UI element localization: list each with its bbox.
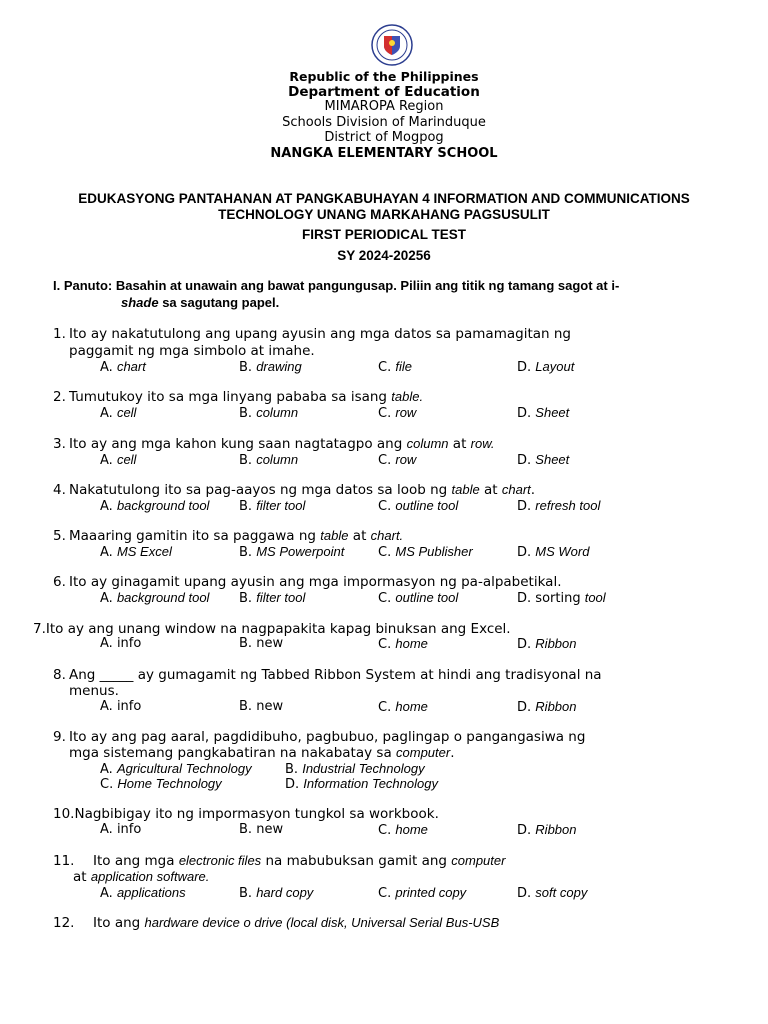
questions-10-it-text: electronic files bbox=[178, 853, 262, 868]
questions-10-options-2-l-text: C. bbox=[378, 886, 392, 901]
text-line bbox=[378, 498, 458, 514]
questions-6-options-2-t-text: home bbox=[395, 636, 428, 651]
text-line bbox=[33, 621, 511, 637]
questions-3-num-text: 4. bbox=[53, 482, 66, 498]
questions-6-options-1-l-text: B. bbox=[239, 636, 253, 651]
text-line bbox=[100, 822, 141, 837]
questions-2-num-text: 3. bbox=[53, 436, 66, 452]
questions-3-options-1-l-text: B. bbox=[239, 499, 253, 514]
questions-5-num-text: 6. bbox=[53, 574, 66, 590]
questions-10-options-0-t-text: applications bbox=[116, 885, 186, 900]
questions-9-options-1-t-text: new bbox=[256, 822, 284, 837]
text-line bbox=[378, 590, 458, 606]
text-line bbox=[239, 636, 283, 651]
text-line bbox=[93, 853, 505, 869]
questions-8-options-1-t-text: Industrial Technology bbox=[302, 761, 425, 776]
header-region: MIMAROPA Region bbox=[324, 99, 444, 114]
text-line bbox=[239, 544, 344, 560]
questions-0-num-text: 1. bbox=[53, 326, 66, 342]
questions-2-options-2-l-text: C. bbox=[378, 453, 392, 468]
test-title-line2: TECHNOLOGY UNANG MARKAHANG PAGSUSULIT bbox=[218, 207, 550, 222]
questions-10-line2it-text: application software. bbox=[90, 869, 210, 884]
questions-7-options-2-l-text: C. bbox=[378, 700, 392, 715]
questions-4-it-text: table bbox=[320, 528, 349, 543]
directions-italic-text: shade bbox=[121, 295, 159, 310]
questions-3-text2-text: at bbox=[479, 482, 502, 498]
text-line bbox=[100, 544, 172, 560]
text-line bbox=[100, 761, 252, 777]
questions-8-options-3-t-text: Information Technology bbox=[303, 776, 438, 791]
text-line bbox=[378, 885, 466, 901]
questions-6-options-0-t-text: info bbox=[116, 636, 142, 651]
questions-11-text-text: Ito ang bbox=[93, 915, 145, 931]
text-line bbox=[378, 405, 416, 421]
questions-6-num-text: 7. bbox=[33, 621, 46, 637]
text-line bbox=[239, 885, 313, 901]
text-line bbox=[378, 452, 416, 468]
directions-line1: I. Panuto: Basahin at unawain ang bawat pangungusap. Piliin ang titik ng tamang sagot at i- bbox=[53, 278, 620, 293]
text-line bbox=[100, 405, 136, 421]
questions-5-options-1-t-text: filter tool bbox=[256, 590, 306, 605]
text-line bbox=[239, 359, 302, 375]
text-line bbox=[517, 452, 569, 468]
text-line bbox=[517, 405, 569, 421]
questions-7-line2-text: menus. bbox=[69, 683, 119, 699]
text-line bbox=[239, 822, 283, 837]
questions-4-it2-text: chart. bbox=[370, 528, 404, 543]
questions-2-options-0-l-text: A. bbox=[100, 453, 113, 468]
questions-5-options-3-t-text: tool bbox=[584, 590, 606, 605]
questions-8-options-3-l-text: D. bbox=[285, 777, 300, 792]
questions-6-options-1-t-text: new bbox=[256, 636, 284, 651]
text-line bbox=[100, 590, 209, 606]
questions-7-options-0-l-text: A. bbox=[100, 699, 113, 714]
header-district: District of Mogpog bbox=[324, 130, 444, 145]
questions-4-options-1-t-text: MS Powerpoint bbox=[256, 544, 345, 559]
questions-7-options-1-t-text: new bbox=[256, 699, 284, 714]
questions-2-it-text: column bbox=[406, 436, 449, 451]
questions-6-options-2-l-text: C. bbox=[378, 637, 392, 652]
deped-seal-icon bbox=[366, 24, 418, 66]
questions-8-options-2-l-text: C. bbox=[100, 777, 114, 792]
questions-7-options-3-l-text: D. bbox=[517, 700, 532, 715]
questions-1-options-3-l-text: D. bbox=[517, 406, 532, 421]
questions-0-options-0-t-text: chart bbox=[116, 359, 146, 374]
text-line bbox=[517, 699, 577, 715]
questions-4-options-1-l-text: B. bbox=[239, 545, 253, 560]
questions-10-options-2-t-text: printed copy bbox=[395, 885, 467, 900]
questions-10-line2pre-text: at bbox=[73, 869, 91, 885]
questions-4-text-text: Maaaring gamitin ito sa paggawa ng bbox=[69, 528, 321, 544]
questions-0-options-0-l-text: A. bbox=[100, 360, 113, 375]
questions-2-it2-text: row. bbox=[470, 436, 495, 451]
text-line bbox=[517, 359, 574, 375]
questions-3-options-2-l-text: C. bbox=[378, 499, 392, 514]
header-division: Schools Division of Marinduque bbox=[282, 115, 486, 130]
questions-7-num-text: 8. bbox=[53, 667, 66, 683]
questions-8-text-text: Ito ay ang pag aaral, pagdidibuho, pagbubuo, paglingap o pangangasiwa ng bbox=[69, 729, 586, 745]
text-line bbox=[69, 528, 403, 544]
questions-5-options-0-l-text: A. bbox=[100, 591, 113, 606]
questions-5-text-text: Ito ay ginagamit upang ayusin ang mga impormasyon ng pa-alpabetikal. bbox=[69, 574, 562, 590]
questions-5-options-2-t-text: outline tool bbox=[395, 590, 459, 605]
questions-10-it2-text: computer bbox=[451, 853, 506, 868]
questions-10-options-1-t-text: hard copy bbox=[256, 885, 314, 900]
questions-8-line2-text: mga sistemang pangkabatiran na nakabatay sa bbox=[69, 745, 397, 761]
questions-4-options-0-t-text: MS Excel bbox=[116, 544, 172, 559]
questions-0-parts-0-text: Ito ay nakatutulong ang upang ayusin ang mga datos sa pamamagitan ng bbox=[69, 326, 571, 342]
questions-11-num-text: 12. bbox=[53, 915, 75, 931]
test-title-line1: EDUKASYONG PANTAHANAN AT PANGKABUHAYAN 4 INFORMATION AND COMMUNICATIONS bbox=[78, 191, 690, 206]
questions-9-options-3-t-text: Ribbon bbox=[535, 822, 577, 837]
text-line bbox=[378, 359, 412, 375]
questions-3-options-2-t-text: outline tool bbox=[395, 498, 459, 513]
text-line bbox=[239, 452, 298, 468]
questions-6-options-0-l-text: A. bbox=[100, 636, 113, 651]
questions-0-options-1-l-text: B. bbox=[239, 360, 253, 375]
text-line bbox=[517, 590, 606, 606]
questions-5-options-1-l-text: B. bbox=[239, 591, 253, 606]
text-line bbox=[239, 590, 305, 606]
text-line bbox=[100, 636, 141, 651]
text-line bbox=[100, 776, 222, 792]
questions-4-options-3-t-text: MS Word bbox=[535, 544, 590, 559]
questions-4-options-3-l-text: D. bbox=[517, 545, 532, 560]
questions-10-options-3-t-text: soft copy bbox=[535, 885, 588, 900]
questions-9-num-text: 10. bbox=[53, 806, 75, 822]
questions-9-options-3-l-text: D. bbox=[517, 823, 532, 838]
text-line bbox=[378, 822, 428, 838]
questions-3-options-0-t-text: background tool bbox=[116, 498, 210, 513]
questions-10-options-0-l-text: A. bbox=[100, 886, 113, 901]
questions-0-options-2-t-text: file bbox=[395, 359, 412, 374]
questions-8-num-text: 9. bbox=[53, 729, 66, 745]
questions-9-options-0-l-text: A. bbox=[100, 822, 113, 837]
questions-8-options-0-t-text: Agricultural Technology bbox=[116, 761, 252, 776]
text-line bbox=[285, 776, 438, 792]
questions-0-options-1-t-text: drawing bbox=[256, 359, 302, 374]
questions-4-options-2-t-text: MS Publisher bbox=[395, 544, 473, 559]
questions-2-text-text: Ito ay ang mga kahon kung saan nagtatagpo ang bbox=[69, 436, 407, 452]
questions-10-text-text: Ito ang mga bbox=[93, 853, 179, 869]
questions-4-options-2-l-text: C. bbox=[378, 545, 392, 560]
questions-0-line2-text: paggamit ng mga simbolo at imahe. bbox=[69, 343, 315, 359]
questions-1-options-1-t-text: column bbox=[256, 405, 299, 420]
text-line bbox=[100, 885, 186, 901]
questions-9-options-2-t-text: home bbox=[395, 822, 428, 837]
questions-10-text2-text: na mabubuksan gamit ang bbox=[261, 853, 452, 869]
questions-2-options-2-t-text: row bbox=[395, 452, 417, 467]
text-line bbox=[100, 498, 209, 514]
questions-7-options-2-t-text: home bbox=[395, 699, 428, 714]
questions-3-options-3-t-text: refresh tool bbox=[535, 498, 601, 513]
questions-2-options-1-t-text: column bbox=[256, 452, 299, 467]
text-line bbox=[239, 699, 283, 714]
questions-7-text-text: Ang _____ ay gumagamit ng Tabbed Ribbon System at hindi ang tradisyonal na bbox=[69, 667, 602, 683]
questions-5-options-3-l-text: D. bbox=[517, 591, 532, 606]
questions-1-options-2-t-text: row bbox=[395, 405, 417, 420]
questions-3-options-3-l-text: D. bbox=[517, 499, 532, 514]
questions-1-options-3-t-text: Sheet bbox=[535, 405, 570, 420]
text-line bbox=[517, 636, 577, 652]
questions-8-it-text: computer bbox=[396, 745, 451, 760]
questions-2-text2-text: at bbox=[448, 436, 471, 452]
questions-9-options-2-l-text: C. bbox=[378, 823, 392, 838]
text-line bbox=[100, 699, 141, 714]
text-line bbox=[53, 806, 439, 822]
text-line bbox=[517, 822, 577, 838]
questions-9-text-text: Nagbibigay ito ng impormasyon tungkol sa workbook. bbox=[74, 806, 439, 822]
questions-8-options-2-t-text: Home Technology bbox=[117, 776, 222, 791]
questions-3-text-text: Nakatutulong ito sa pag-aayos ng mga datos sa loob ng bbox=[69, 482, 452, 498]
text-line bbox=[239, 498, 305, 514]
questions-10-options-1-l-text: B. bbox=[239, 886, 253, 901]
text-line: Nakatutulong ito sa pag-aayos ng mga datos sa loob ng table at chart. bbox=[69, 482, 536, 498]
text-line bbox=[100, 452, 136, 468]
text-line bbox=[517, 885, 587, 901]
questions-1-num-text: 2. bbox=[53, 389, 66, 405]
text-line bbox=[378, 544, 473, 560]
questions-6-options-3-t-text: Ribbon bbox=[535, 636, 577, 651]
questions-4-text2-text: at bbox=[348, 528, 371, 544]
questions-4-options-0-l-text: A. bbox=[100, 545, 113, 560]
questions-5-options-2-l-text: C. bbox=[378, 591, 392, 606]
questions-1-it-text: table. bbox=[391, 389, 424, 404]
questions-3-it-text: table bbox=[451, 482, 480, 497]
questions-3-options-1-t-text: filter tool bbox=[256, 498, 306, 513]
questions-7-options-3-t-text: Ribbon bbox=[535, 699, 577, 714]
text-line bbox=[69, 389, 423, 405]
questions-0-options-3-t-text: Layout bbox=[535, 359, 575, 374]
text-line bbox=[239, 405, 298, 421]
questions-3-it2-text: chart bbox=[501, 482, 531, 497]
questions-1-options-0-l-text: A. bbox=[100, 406, 113, 421]
questions-1-options-0-t-text: cell bbox=[116, 405, 137, 420]
header-department: Department of Education bbox=[288, 84, 480, 100]
text-line bbox=[73, 869, 209, 885]
questions-1-options-2-l-text: C. bbox=[378, 406, 392, 421]
questions-7-options-1-l-text: B. bbox=[239, 699, 253, 714]
text-line bbox=[378, 636, 428, 652]
text-line bbox=[378, 699, 428, 715]
directions-suffix-text: sa sagutang papel. bbox=[158, 295, 280, 310]
text-line bbox=[69, 436, 495, 452]
questions-2-options-1-l-text: B. bbox=[239, 453, 253, 468]
directions-line2 bbox=[121, 295, 279, 310]
questions-6-options-3-l-text: D. bbox=[517, 637, 532, 652]
questions-0-options-2-l-text: C. bbox=[378, 360, 392, 375]
questions-9-options-0-t-text: info bbox=[116, 822, 142, 837]
questions-10-options-3-l-text: D. bbox=[517, 886, 532, 901]
questions-2-options-3-t-text: Sheet bbox=[535, 452, 570, 467]
questions-2-options-3-l-text: D. bbox=[517, 453, 532, 468]
questions-5-options-0-t-text: background tool bbox=[116, 590, 210, 605]
questions-0-options-3-l-text: D. bbox=[517, 360, 532, 375]
questions-10-num-text: 11. bbox=[53, 853, 75, 869]
questions-1-text-text: Tumutukoy ito sa mga linyang pababa sa isang bbox=[69, 389, 392, 405]
questions-2-options-0-t-text: cell bbox=[116, 452, 137, 467]
text-line bbox=[100, 359, 146, 375]
questions-8-options-0-l-text: A. bbox=[100, 762, 113, 777]
questions-6-text-text: Ito ay ang unang window na nagpapakita kapag binuksan ang Excel. bbox=[45, 621, 511, 637]
text-line bbox=[93, 915, 499, 931]
text-line bbox=[285, 761, 425, 777]
text-line bbox=[517, 498, 600, 514]
questions-5-options-3-pre-text: sorting bbox=[535, 591, 585, 606]
questions-9-options-1-l-text: B. bbox=[239, 822, 253, 837]
questions-4-num-text: 5. bbox=[53, 528, 66, 544]
questions-1-options-1-l-text: B. bbox=[239, 406, 253, 421]
school-year: SY 2024-20256 bbox=[337, 248, 431, 263]
questions-11-it-text: hardware device o drive (local disk, Universal Serial Bus-USB bbox=[144, 915, 500, 930]
questions-8-options-1-l-text: B. bbox=[285, 762, 299, 777]
test-title-line3: FIRST PERIODICAL TEST bbox=[301, 227, 466, 242]
text-line bbox=[517, 544, 589, 560]
questions-3-options-0-l-text: A. bbox=[100, 499, 113, 514]
text-line: mga sistemang pangkabatiran na nakabatay sa computer. bbox=[69, 745, 455, 761]
questions-7-options-0-t-text: info bbox=[116, 699, 142, 714]
header-republic: Republic of the Philippines bbox=[289, 69, 479, 84]
header-school: NANGKA ELEMENTARY SCHOOL bbox=[270, 146, 498, 161]
